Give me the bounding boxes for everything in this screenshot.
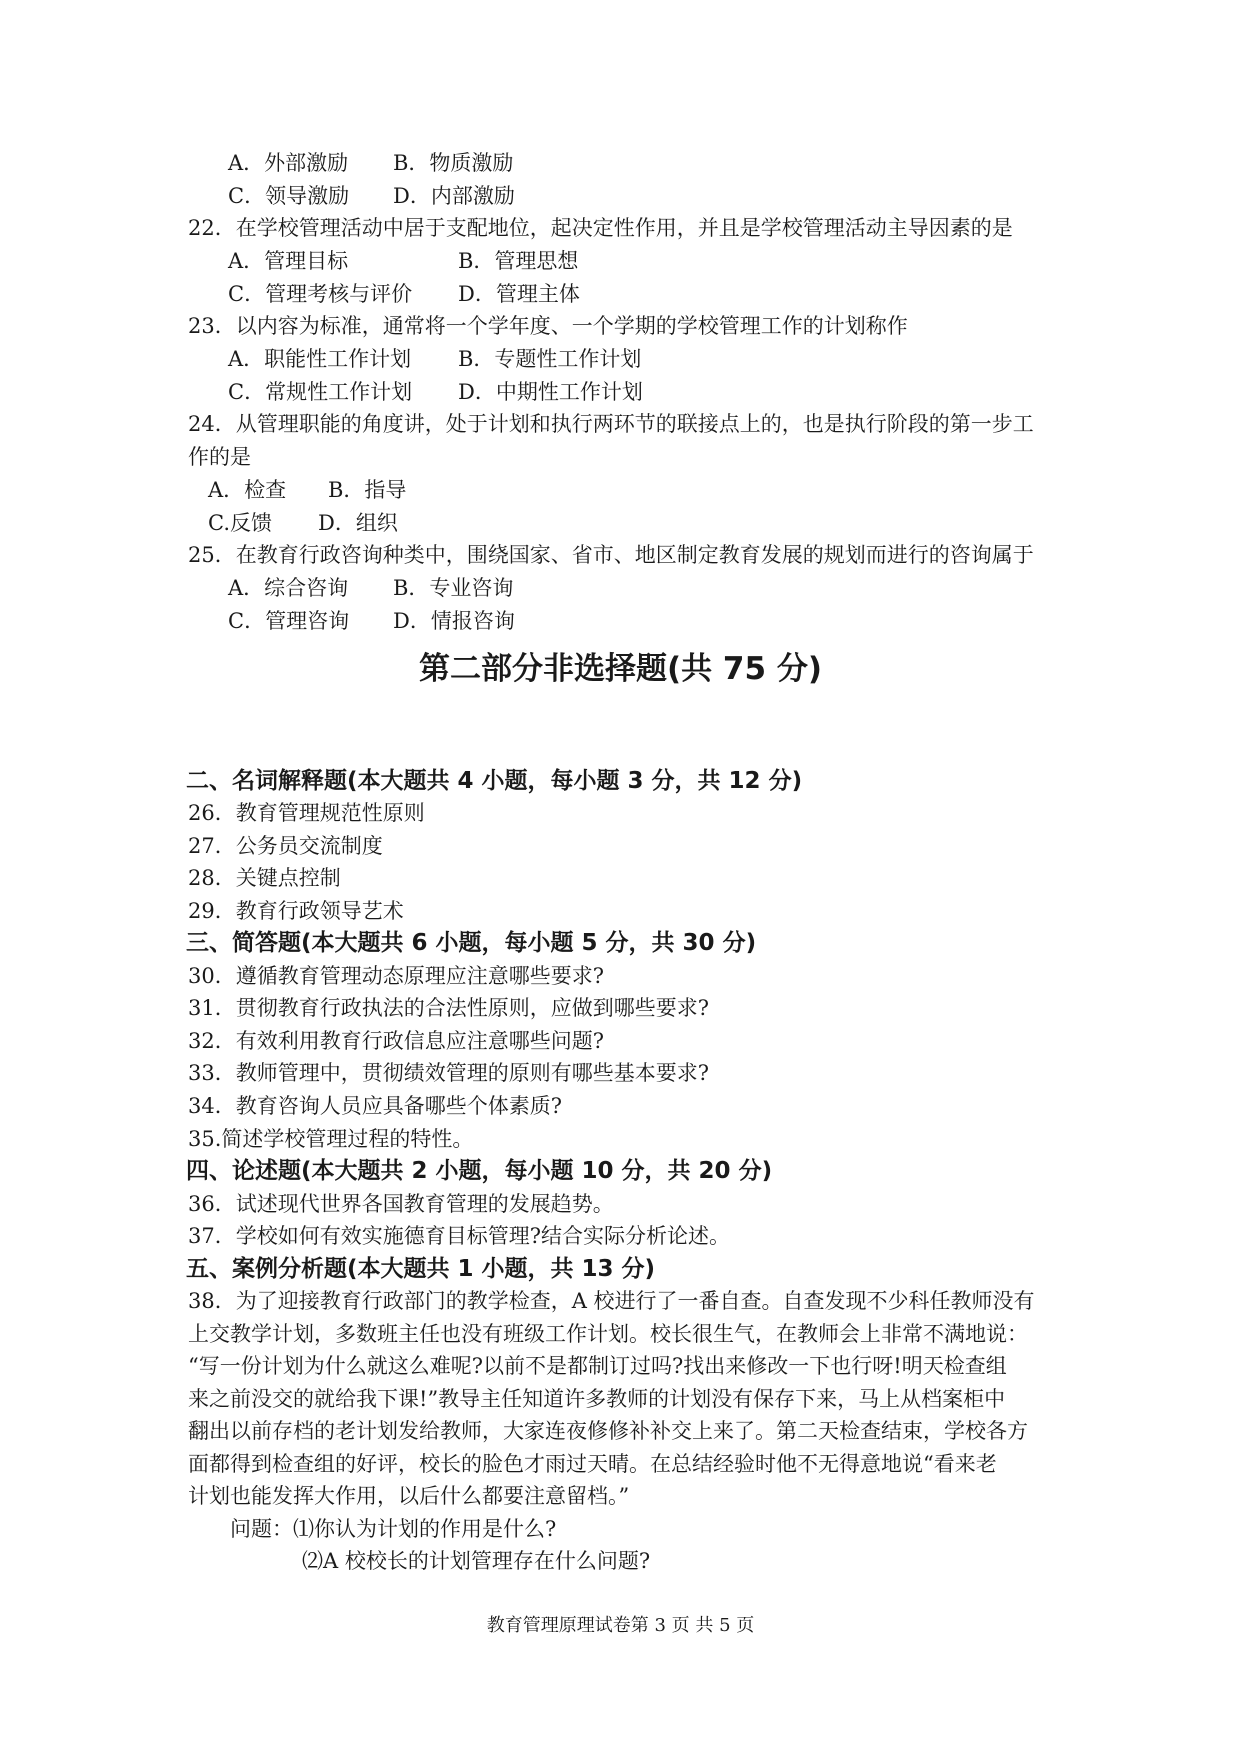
option-b: B．管理思想: [458, 249, 579, 273]
list-item: 36．试述现代世界各国教育管理的发展趋势。: [188, 1192, 614, 1216]
list-item: 34．教育咨询人员应具备哪些个体素质?: [188, 1094, 562, 1118]
list-item: 30．遵循教育管理动态原理应注意哪些要求?: [188, 964, 604, 988]
case-question: ⑵A 校校长的计划管理存在什么问题?: [302, 1549, 651, 1573]
section-heading: 二、名词解释题(本大题共 4 小题，每小题 3 分，共 12 分): [186, 768, 803, 794]
question-stem: 22．在学校管理活动中居于支配地位，起决定性作用，并且是学校管理活动主导因素的是: [188, 216, 1013, 240]
case-text-line: “写一份计划为什么就这么难呢?以前不是都制订过吗?找出来修改一下也行呀!明天检查组: [188, 1354, 1007, 1378]
case-text-line: 来之前没交的就给我下课!”教导主任知道许多教师的计划没有保存下来，马上从档案柜中: [188, 1387, 1006, 1411]
case-text-line: 38．为了迎接教育行政部门的教学检查，A 校进行了一番自查。自查发现不少科任教师没有: [188, 1289, 1035, 1313]
option-a: A．综合咨询: [228, 576, 349, 600]
option-a: A．检查: [208, 478, 287, 502]
option-c: C．管理咨询: [228, 609, 350, 633]
list-item: 33．教师管理中，贯彻绩效管理的原则有哪些基本要求?: [188, 1061, 709, 1085]
option-a: A．职能性工作计划: [228, 347, 412, 371]
list-item: 29．教育行政领导艺术: [188, 899, 404, 923]
option-d: D．内部激励: [393, 184, 515, 208]
option-c: C．领导激励: [228, 184, 350, 208]
part-title: 第二部分非选择题(共 75 分): [418, 651, 823, 687]
option-b: B．专题性工作计划: [458, 347, 642, 371]
option-a: A．外部激励: [228, 151, 349, 175]
section-heading: 三、简答题(本大题共 6 小题，每小题 5 分，共 30 分): [186, 930, 757, 956]
list-item: 31．贯彻教育行政执法的合法性原则，应做到哪些要求?: [188, 996, 709, 1020]
option-c: C.反馈: [208, 511, 272, 535]
option-b: B．专业咨询: [393, 576, 514, 600]
case-text-line: 计划也能发挥大作用，以后什么都要注意留档。”: [188, 1484, 630, 1508]
option-b: B．指导: [328, 478, 407, 502]
question-stem: 24．从管理职能的角度讲，处于计划和执行两环节的联接点上的，也是执行阶段的第一步工: [188, 412, 1034, 436]
page-footer: 教育管理原理试卷第 3 页 共 5 页: [486, 1615, 755, 1636]
case-text-line: 面都得到检查组的好评，校长的脸色才雨过天晴。在总结经验时他不无得意地说“看来老: [188, 1452, 997, 1476]
list-item: 37．学校如何有效实施德育目标管理?结合实际分析论述。: [188, 1224, 730, 1248]
question-stem: 25．在教育行政咨询种类中，围绕国家、省市、地区制定教育发展的规划而进行的咨询属于: [188, 543, 1034, 567]
case-text-line: 翻出以前存档的老计划发给教师，大家连夜修修补补交上来了。第二天检查结束，学校各方: [188, 1419, 1028, 1443]
option-c: C．常规性工作计划: [228, 380, 413, 404]
case-question: 问题：⑴你认为计划的作用是什么?: [230, 1517, 557, 1541]
question-stem-continued: 作的是: [188, 445, 251, 469]
list-item: 28．关键点控制: [188, 866, 341, 890]
list-item: 26．教育管理规范性原则: [188, 801, 425, 825]
list-item: 27．公务员交流制度: [188, 834, 383, 858]
option-b: B．物质激励: [393, 151, 514, 175]
option-c: C．管理考核与评价: [228, 282, 413, 306]
question-stem: 23．以内容为标准，通常将一个学年度、一个学期的学校管理工作的计划称作: [188, 314, 908, 338]
option-d: D．组织: [318, 511, 398, 535]
option-a: A．管理目标: [228, 249, 349, 273]
section-heading: 五、案例分析题(本大题共 1 小题，共 13 分): [186, 1256, 656, 1282]
option-d: D．中期性工作计划: [458, 380, 643, 404]
section-heading: 四、论述题(本大题共 2 小题，每小题 10 分，共 20 分): [186, 1158, 773, 1184]
option-d: D．管理主体: [458, 282, 580, 306]
list-item: 32．有效利用教育行政信息应注意哪些问题?: [188, 1029, 604, 1053]
case-text-line: 上交教学计划，多数班主任也没有班级工作计划。校长很生气，在教师会上非常不满地说：: [188, 1322, 1028, 1346]
list-item: 35.简述学校管理过程的特性。: [188, 1127, 474, 1151]
option-d: D．情报咨询: [393, 609, 515, 633]
